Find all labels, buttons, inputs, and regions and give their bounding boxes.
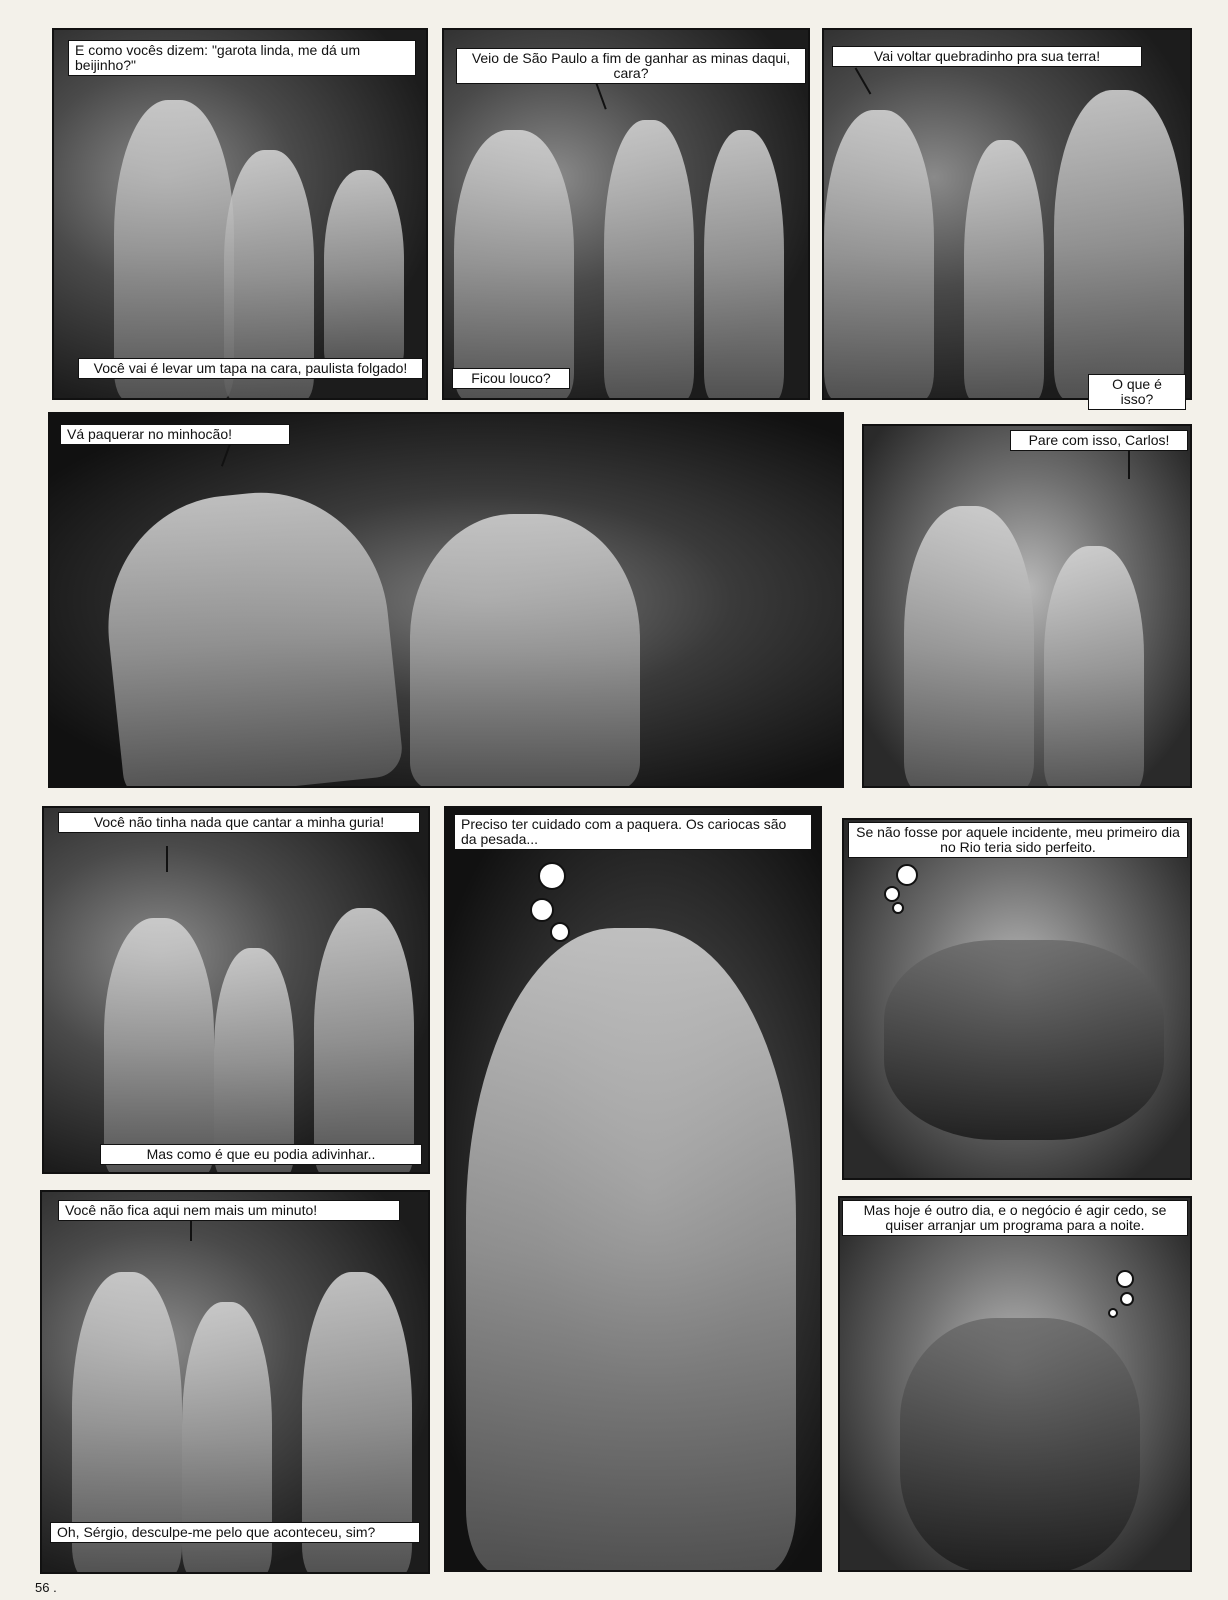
panel-10 — [838, 1196, 1192, 1572]
caption-p1-bottom: Você vai é levar um tapa na cara, paulista folgado! — [78, 358, 423, 379]
figure-man-striped — [410, 514, 640, 788]
figure-man-lying — [884, 940, 1164, 1140]
thought-bubble-large — [1116, 1270, 1134, 1288]
panel-3 — [822, 28, 1192, 400]
thought-bubble-large — [538, 862, 566, 890]
panel-5 — [862, 424, 1192, 788]
caption-p9-top: Você não fica aqui nem mais um minuto! — [58, 1200, 400, 1221]
caption-p6-top: Você não tinha nada que cantar a minha guria! — [58, 812, 420, 833]
caption-p2-top: Veio de São Paulo a fim de ganhar as minas daqui, cara? — [456, 48, 806, 84]
caption-p8: Se não fosse por aquele incidente, meu primeiro dia no Rio teria sido perfeito. — [848, 822, 1188, 858]
panel-9 — [40, 1190, 430, 1574]
figure-woman — [964, 140, 1044, 400]
caption-p6-bottom: Mas como é que eu podia adivinhar.. — [100, 1144, 422, 1165]
figure-man-resting — [900, 1318, 1140, 1572]
caption-tail — [1128, 449, 1130, 479]
thought-bubble-medium — [884, 886, 900, 902]
figure-man-pointing — [104, 918, 214, 1174]
caption-p3-bottom: O que é isso? — [1088, 374, 1186, 410]
figure-man — [904, 506, 1034, 788]
caption-p10: Mas hoje é outro dia, e o negócio é agir cedo, se quiser arranjar um programa para a noite. — [842, 1200, 1188, 1236]
page-number: 56 . — [35, 1580, 57, 1595]
caption-tail — [190, 1219, 192, 1241]
thought-bubble-large — [896, 864, 918, 886]
figure-man-left — [824, 110, 934, 400]
figure-man-background — [324, 170, 404, 370]
figure-man-thinking — [466, 928, 796, 1572]
thought-bubble-small — [550, 922, 570, 942]
thought-bubble-medium — [530, 898, 554, 922]
figure-woman — [214, 948, 294, 1174]
caption-p4: Vá paquerar no minhocão! — [60, 424, 290, 445]
caption-p7: Preciso ter cuidado com a paquera. Os cariocas são da pesada... — [454, 814, 812, 850]
caption-p9-bottom: Oh, Sérgio, desculpe-me pelo que aconteceu, sim? — [50, 1522, 420, 1543]
thought-bubble-medium — [1120, 1292, 1134, 1306]
figure-man-center — [604, 120, 694, 400]
panel-1 — [52, 28, 428, 400]
panel-4 — [48, 412, 844, 788]
panel-6 — [42, 806, 430, 1174]
figure-man-jacket — [314, 908, 414, 1174]
panel-8 — [842, 818, 1192, 1180]
figure-woman — [1044, 546, 1144, 788]
figure-man-right — [1054, 90, 1184, 400]
caption-p3-top: Vai voltar quebradinho pra sua terra! — [832, 46, 1142, 67]
panel-7 — [444, 806, 822, 1572]
caption-tail — [166, 846, 168, 872]
figure-man — [114, 100, 234, 400]
figure-woman — [704, 130, 784, 400]
thought-bubble-small — [1108, 1308, 1118, 1318]
figure-man-jacket — [454, 130, 574, 400]
caption-p5: Pare com isso, Carlos! — [1010, 430, 1188, 451]
caption-p2-bottom: Ficou louco? — [452, 368, 570, 389]
caption-p1-top: E como vocês dizem: "garota linda, me dá um beijinho?" — [68, 40, 416, 76]
thought-bubble-small — [892, 902, 904, 914]
